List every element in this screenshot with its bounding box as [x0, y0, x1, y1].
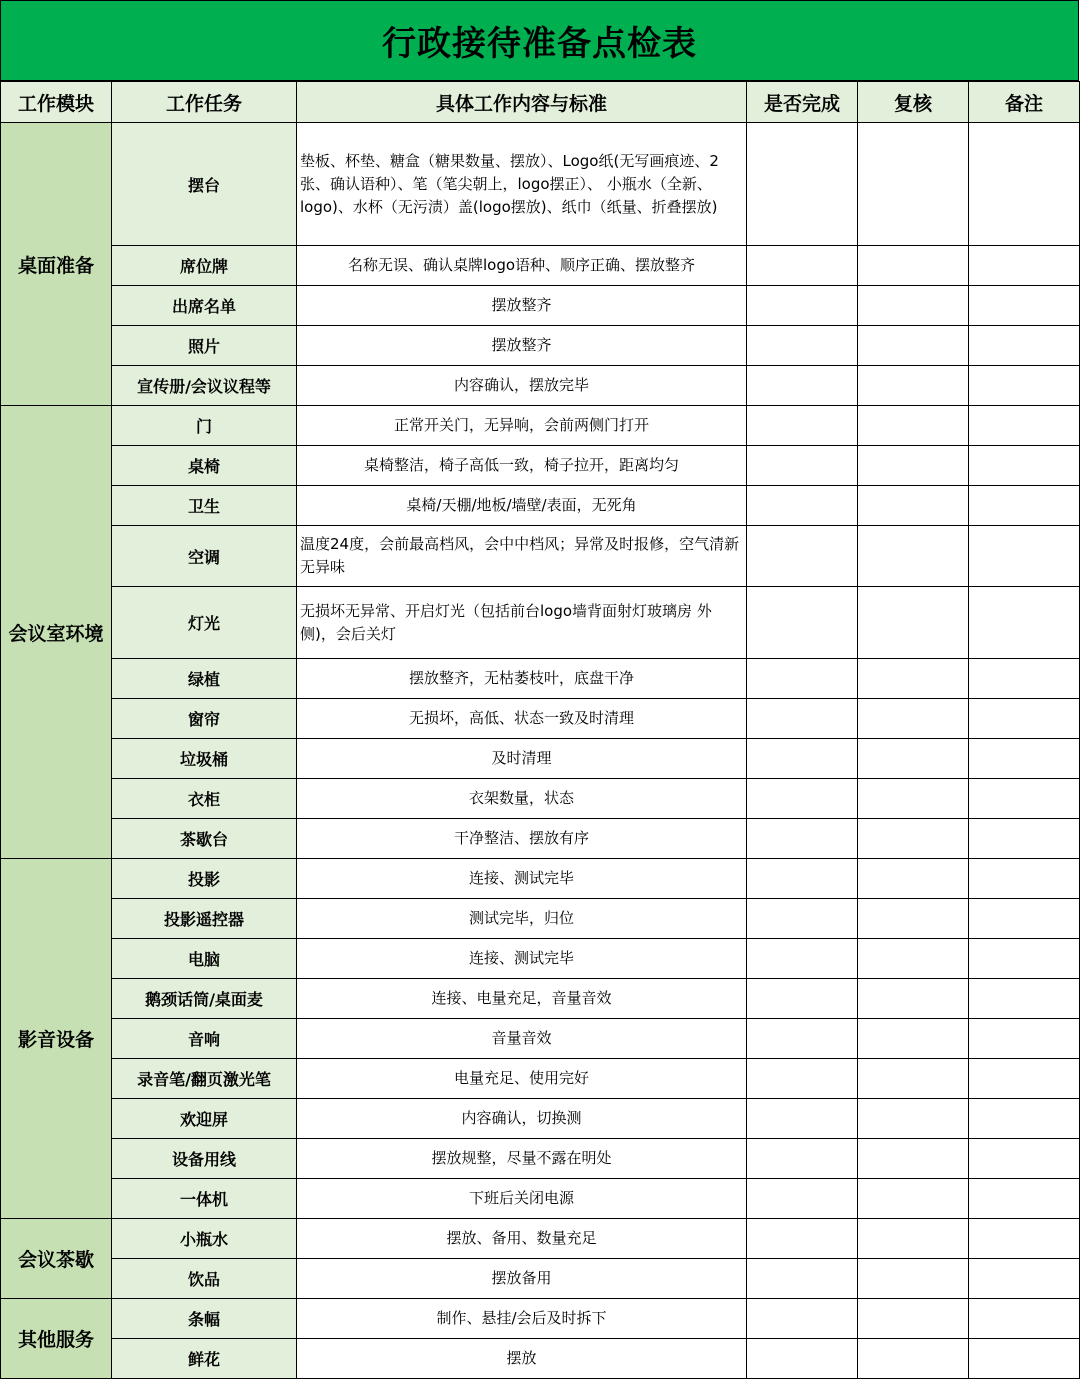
table-row — [1, 326, 1080, 366]
content-cell: 内容确认，摆放完毕 — [297, 366, 747, 406]
module-cell: 会议茶歇 — [1, 1219, 112, 1299]
note-cell[interactable] — [969, 1259, 1080, 1299]
note-cell[interactable] — [969, 123, 1080, 246]
table-row — [1, 123, 1080, 246]
note-cell[interactable] — [969, 739, 1080, 779]
done-cell[interactable] — [747, 1099, 858, 1139]
review-cell[interactable] — [858, 979, 969, 1019]
table-row — [1, 979, 1080, 1019]
note-cell[interactable] — [969, 1219, 1080, 1259]
task-cell: 照片 — [112, 326, 297, 366]
sheet-title: 行政接待准备点检表 — [0, 0, 1079, 81]
task-cell: 录音笔/翻页激光笔 — [112, 1059, 297, 1099]
review-cell[interactable] — [858, 659, 969, 699]
review-cell[interactable] — [858, 739, 969, 779]
table-row — [1, 1059, 1080, 1099]
table-row — [1, 446, 1080, 486]
review-cell[interactable] — [858, 486, 969, 526]
done-cell[interactable] — [747, 587, 858, 659]
module-cell: 桌面准备 — [1, 123, 112, 406]
review-cell[interactable] — [858, 1259, 969, 1299]
note-cell[interactable] — [969, 819, 1080, 859]
content-cell: 连接、电量充足，音量音效 — [297, 979, 747, 1019]
task-cell: 饮品 — [112, 1259, 297, 1299]
note-cell[interactable] — [969, 446, 1080, 486]
content-cell: 下班后关闭电源 — [297, 1179, 747, 1219]
done-cell[interactable] — [747, 1179, 858, 1219]
checklist-table — [0, 81, 1080, 1379]
review-cell[interactable] — [858, 859, 969, 899]
table-row — [1, 699, 1080, 739]
note-cell[interactable] — [969, 486, 1080, 526]
done-cell[interactable] — [747, 779, 858, 819]
table-row — [1, 366, 1080, 406]
review-cell[interactable] — [858, 1059, 969, 1099]
note-cell[interactable] — [969, 859, 1080, 899]
task-cell: 电脑 — [112, 939, 297, 979]
checklist-body — [1, 123, 1080, 1379]
review-cell[interactable] — [858, 939, 969, 979]
table-row — [1, 286, 1080, 326]
task-cell: 卫生 — [112, 486, 297, 526]
content-cell: 摆放规整，尽量不露在明处 — [297, 1139, 747, 1179]
content-cell: 正常开关门，无异响，会前两侧门打开 — [297, 406, 747, 446]
note-cell[interactable] — [969, 1059, 1080, 1099]
task-cell: 音响 — [112, 1019, 297, 1059]
content-cell: 测试完毕，归位 — [297, 899, 747, 939]
header-review: 复核 — [858, 82, 969, 123]
done-cell[interactable] — [747, 446, 858, 486]
review-cell[interactable] — [858, 246, 969, 286]
review-cell[interactable] — [858, 699, 969, 739]
note-cell[interactable] — [969, 1099, 1080, 1139]
task-cell: 小瓶水 — [112, 1219, 297, 1259]
task-cell: 投影 — [112, 859, 297, 899]
task-cell: 茶歇台 — [112, 819, 297, 859]
table-row — [1, 779, 1080, 819]
note-cell[interactable] — [969, 659, 1080, 699]
table-row — [1, 587, 1080, 659]
review-cell[interactable] — [858, 1299, 969, 1339]
review-cell[interactable] — [858, 366, 969, 406]
done-cell[interactable] — [747, 699, 858, 739]
table-row — [1, 526, 1080, 587]
module-cell: 会议室环境 — [1, 406, 112, 859]
note-cell[interactable] — [969, 699, 1080, 739]
table-row — [1, 739, 1080, 779]
content-cell: 摆放整齐 — [297, 326, 747, 366]
review-cell[interactable] — [858, 1339, 969, 1379]
header-task: 工作任务 — [112, 82, 297, 123]
review-cell[interactable] — [858, 819, 969, 859]
note-cell[interactable] — [969, 1179, 1080, 1219]
done-cell[interactable] — [747, 819, 858, 859]
done-cell[interactable] — [747, 123, 858, 246]
table-row — [1, 939, 1080, 979]
done-cell[interactable] — [747, 1339, 858, 1379]
module-cell: 其他服务 — [1, 1299, 112, 1379]
table-row — [1, 486, 1080, 526]
done-cell[interactable] — [747, 246, 858, 286]
task-cell: 一体机 — [112, 1179, 297, 1219]
done-cell[interactable] — [747, 326, 858, 366]
review-cell[interactable] — [858, 326, 969, 366]
done-cell[interactable] — [747, 859, 858, 899]
review-cell[interactable] — [858, 779, 969, 819]
table-row — [1, 1259, 1080, 1299]
note-cell[interactable] — [969, 526, 1080, 587]
done-cell[interactable] — [747, 406, 858, 446]
table-row — [1, 1299, 1080, 1339]
task-cell: 衣柜 — [112, 779, 297, 819]
done-cell[interactable] — [747, 366, 858, 406]
table-row — [1, 1339, 1080, 1379]
table-row — [1, 659, 1080, 699]
review-cell[interactable] — [858, 286, 969, 326]
content-cell: 内容确认，切换测 — [297, 1099, 747, 1139]
header-done: 是否完成 — [747, 82, 858, 123]
review-cell[interactable] — [858, 1179, 969, 1219]
done-cell[interactable] — [747, 899, 858, 939]
header-row — [1, 82, 1080, 123]
table-row — [1, 406, 1080, 446]
done-cell[interactable] — [747, 739, 858, 779]
note-cell[interactable] — [969, 1139, 1080, 1179]
note-cell[interactable] — [969, 1019, 1080, 1059]
note-cell[interactable] — [969, 1339, 1080, 1379]
content-cell: 无损坏无异常、开启灯光（包括前台logo墙背面射灯玻璃房 外侧)，会后关灯 — [297, 587, 747, 659]
review-cell[interactable] — [858, 1019, 969, 1059]
task-cell: 鹅颈话筒/桌面麦 — [112, 979, 297, 1019]
content-cell: 摆放 — [297, 1339, 747, 1379]
done-cell[interactable] — [747, 1219, 858, 1259]
task-cell: 条幅 — [112, 1299, 297, 1339]
done-cell[interactable] — [747, 486, 858, 526]
task-cell: 窗帘 — [112, 699, 297, 739]
note-cell[interactable] — [969, 979, 1080, 1019]
done-cell[interactable] — [747, 1139, 858, 1179]
review-cell[interactable] — [858, 587, 969, 659]
note-cell[interactable] — [969, 899, 1080, 939]
review-cell[interactable] — [858, 1099, 969, 1139]
done-cell[interactable] — [747, 1259, 858, 1299]
done-cell[interactable] — [747, 939, 858, 979]
done-cell[interactable] — [747, 659, 858, 699]
done-cell[interactable] — [747, 526, 858, 587]
header-note: 备注 — [969, 82, 1080, 123]
task-cell: 门 — [112, 406, 297, 446]
table-row — [1, 1139, 1080, 1179]
content-cell: 电量充足、使用完好 — [297, 1059, 747, 1099]
task-cell: 桌椅 — [112, 446, 297, 486]
task-cell: 设备用线 — [112, 1139, 297, 1179]
review-cell[interactable] — [858, 899, 969, 939]
review-cell[interactable] — [858, 446, 969, 486]
review-cell[interactable] — [858, 123, 969, 246]
task-cell: 摆台 — [112, 123, 297, 246]
task-cell: 欢迎屏 — [112, 1099, 297, 1139]
header-module: 工作模块 — [1, 82, 112, 123]
review-cell[interactable] — [858, 406, 969, 446]
content-cell: 温度24度，会前最高档风，会中中档风；异常及时报修，空气清新无异味 — [297, 526, 747, 587]
module-cell: 影音设备 — [1, 859, 112, 1219]
done-cell[interactable] — [747, 979, 858, 1019]
done-cell[interactable] — [747, 286, 858, 326]
content-cell: 桌椅整洁，椅子高低一致，椅子拉开，距离均匀 — [297, 446, 747, 486]
note-cell[interactable] — [969, 286, 1080, 326]
note-cell[interactable] — [969, 1299, 1080, 1339]
task-cell: 宣传册/会议议程等 — [112, 366, 297, 406]
note-cell[interactable] — [969, 366, 1080, 406]
note-cell[interactable] — [969, 587, 1080, 659]
note-cell[interactable] — [969, 939, 1080, 979]
task-cell: 空调 — [112, 526, 297, 587]
done-cell[interactable] — [747, 1019, 858, 1059]
task-cell: 席位牌 — [112, 246, 297, 286]
content-cell: 垫板、杯垫、糖盒（糖果数量、摆放）、Logo纸(无写画痕迹、2张、确认语种）、笔（笔尖朝上，logo摆正）、 小瓶水（全新、logo)、水杯（无污渍）盖(logo摆放)、纸巾（纸量、折叠摆放) — [297, 123, 747, 246]
task-cell: 投影遥控器 — [112, 899, 297, 939]
table-row — [1, 899, 1080, 939]
content-cell: 连接、测试完毕 — [297, 939, 747, 979]
task-cell: 垃圾桶 — [112, 739, 297, 779]
content-cell: 及时清理 — [297, 739, 747, 779]
content-cell: 名称无误、确认桌牌logo语种、顺序正确、摆放整齐 — [297, 246, 747, 286]
content-cell: 制作、悬挂/会后及时拆下 — [297, 1299, 747, 1339]
task-cell: 出席名单 — [112, 286, 297, 326]
content-cell: 无损坏，高低、状态一致及时清理 — [297, 699, 747, 739]
content-cell: 摆放备用 — [297, 1259, 747, 1299]
task-cell: 灯光 — [112, 587, 297, 659]
table-row — [1, 859, 1080, 899]
header-content: 具体工作内容与标准 — [297, 82, 747, 123]
table-row — [1, 246, 1080, 286]
content-cell: 桌椅/天棚/地板/墙壁/表面，无死角 — [297, 486, 747, 526]
content-cell: 连接、测试完毕 — [297, 859, 747, 899]
content-cell: 摆放、备用、数量充足 — [297, 1219, 747, 1259]
note-cell[interactable] — [969, 406, 1080, 446]
content-cell: 衣架数量，状态 — [297, 779, 747, 819]
content-cell: 摆放整齐 — [297, 286, 747, 326]
done-cell[interactable] — [747, 1299, 858, 1339]
note-cell[interactable] — [969, 246, 1080, 286]
content-cell: 音量音效 — [297, 1019, 747, 1059]
review-cell[interactable] — [858, 526, 969, 587]
task-cell: 绿植 — [112, 659, 297, 699]
task-cell: 鲜花 — [112, 1339, 297, 1379]
note-cell[interactable] — [969, 779, 1080, 819]
table-row — [1, 1099, 1080, 1139]
note-cell[interactable] — [969, 326, 1080, 366]
review-cell[interactable] — [858, 1219, 969, 1259]
content-cell: 摆放整齐，无枯萎枝叶，底盘干净 — [297, 659, 747, 699]
table-row — [1, 1019, 1080, 1059]
content-cell: 干净整洁、摆放有序 — [297, 819, 747, 859]
table-row — [1, 1219, 1080, 1259]
table-row — [1, 1179, 1080, 1219]
review-cell[interactable] — [858, 1139, 969, 1179]
table-row — [1, 819, 1080, 859]
done-cell[interactable] — [747, 1059, 858, 1099]
